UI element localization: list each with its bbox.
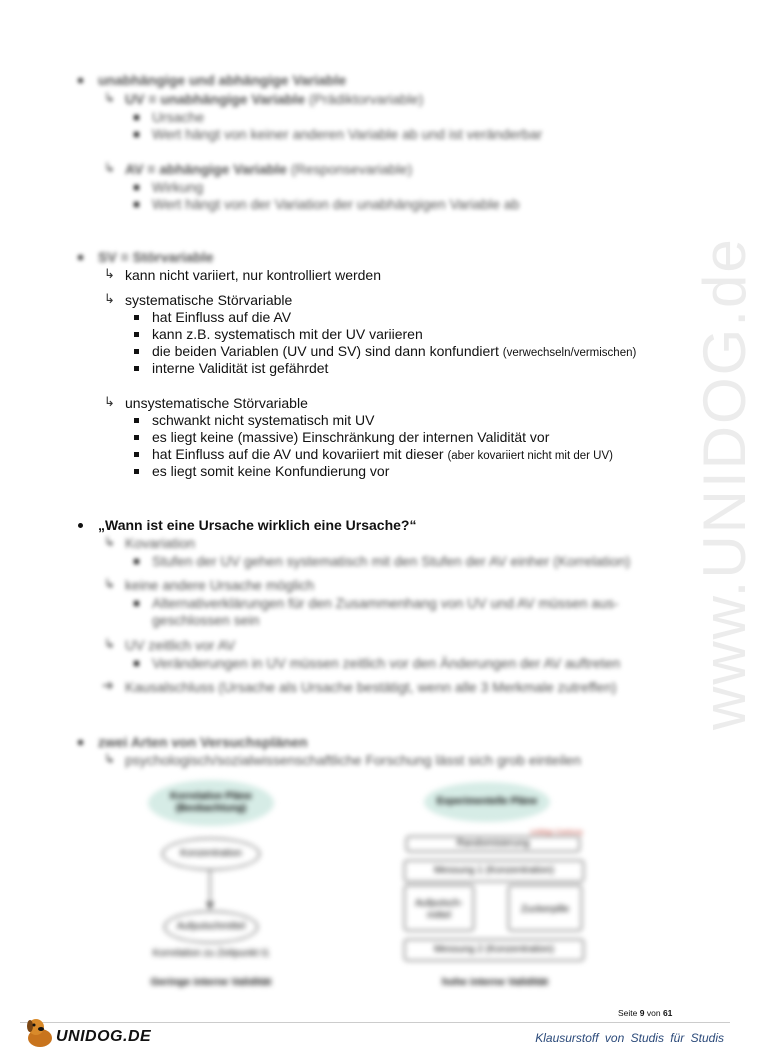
versuchsplaene-line: psychologisch/sozialwissenschaftliche Forschung lässt sich grob einteilen	[125, 752, 582, 768]
dog-logo-icon	[22, 1014, 58, 1050]
footer-logo	[22, 1014, 152, 1055]
node-konzentration: Konzentration	[162, 838, 260, 870]
square-bullet-icon	[134, 601, 139, 606]
bullet-icon	[78, 740, 83, 745]
square-bullet-icon	[134, 315, 139, 320]
square-bullet-icon	[134, 469, 139, 474]
arrow-icon: ↳	[104, 394, 115, 409]
square-bullet-icon	[134, 349, 139, 354]
unsys-item: hat Einfluss auf die AV und kovariiert mit dieser (aber kovariiert nicht mit der UV)	[152, 446, 613, 462]
box-zuckerpille: Zuckerpille	[508, 885, 582, 931]
footer-tagline: Klausurstoff von Studis für Studis	[535, 1031, 724, 1045]
criterion-item: Veränderungen in UV müssen zeitlich vor den Änderungen der AV auftreten	[152, 655, 621, 671]
av-item: Wirkung	[152, 179, 204, 195]
unsys-item: es liegt somit keine Konfundierung vor	[152, 463, 390, 479]
title-ellipse-experimentell: Experimentelle Pläne	[424, 782, 550, 822]
footer-divider	[20, 1022, 730, 1023]
criterion-item: geschlossen sein	[152, 612, 260, 628]
arrow-icon: ↳	[104, 90, 115, 105]
square-bullet-icon	[134, 202, 139, 207]
square-bullet-icon	[134, 185, 139, 190]
arrow-icon: ↳	[104, 160, 115, 175]
sys-item: hat Einfluss auf die AV	[152, 309, 292, 325]
heading-stoervariable: SV = Störvariable	[98, 249, 214, 265]
arrow-icon: ↳	[104, 751, 115, 766]
av-item: Wert hängt von der Variation der unabhängigen Variable ab	[152, 196, 520, 212]
square-bullet-icon	[134, 435, 139, 440]
sv-line: kann nicht variiert, nur kontrolliert werden	[125, 267, 382, 283]
criterion-item: Alternativerklärungen für den Zusammenhang von UV und AV müssen aus-	[152, 595, 619, 611]
node-aufputschmittel: Aufputschmittel	[164, 911, 258, 943]
bullet-icon	[78, 255, 83, 260]
sys-item: kann z.B. systematisch mit der UV variieren	[152, 326, 423, 342]
sys-item: interne Validität ist gefährdet	[152, 360, 329, 376]
heading-ursache: „Wann ist eine Ursache wirklich eine Ursache?“	[98, 517, 417, 533]
uv-item: Ursache	[152, 109, 205, 125]
uv-item: Wert hängt von keiner anderen Variable ab und ist veränderbar	[152, 126, 543, 142]
square-bullet-icon	[134, 332, 139, 337]
validity-low: Geringe interne Validität	[150, 976, 272, 988]
criterion: Kovariation	[125, 535, 196, 551]
red-label-zuteilung: zufällige Zuteilung	[530, 829, 583, 836]
square-bullet-icon	[134, 559, 139, 564]
heading-versuchsplaene: zwei Arten von Versuchsplänen	[98, 734, 308, 750]
unsys-title: unsystematische Störvariable	[125, 395, 308, 411]
arrow-icon: ↳	[104, 636, 115, 651]
bullet-icon	[78, 78, 83, 83]
watermark-text: www.UNIDOG.de	[691, 237, 758, 730]
criterion-item: Stufen der UV gehen systematisch mit den Stufen der AV einher (Korrelation)	[152, 553, 631, 569]
criterion: UV zeitlich vor AV	[125, 637, 236, 653]
arrow-icon: ↳	[104, 291, 115, 306]
criterion: keine andere Ursache möglich	[125, 577, 315, 593]
caption-korrelation: Korrelation zu Zeitpunkt t1	[152, 948, 270, 959]
box-messung-2: Messung 2 (Konzentration)	[404, 939, 584, 961]
av-line: AV = abhängige Variable (Responsevariable)	[125, 161, 413, 177]
unsys-item: es liegt keine (massive) Einschränkung der internen Validität vor	[152, 429, 550, 445]
square-bullet-icon	[134, 452, 139, 457]
box-messung-1: Messung 1 (Konzentration)	[404, 860, 584, 882]
sys-item: die beiden Variablen (UV und SV) sind dann konfundiert (verwechseln/vermischen)	[152, 343, 637, 359]
title-ellipse-korrelativ: Korrelative Pläne (Beobachtung)	[148, 780, 274, 826]
right-arrow-icon: ➔	[102, 677, 114, 693]
square-bullet-icon	[134, 366, 139, 371]
unsys-item: schwankt nicht systematisch mit UV	[152, 412, 375, 428]
uv-line: UV = unabhängige Variable (Prädiktorvariable)	[125, 91, 424, 107]
bullet-icon	[78, 523, 83, 528]
square-bullet-icon	[134, 661, 139, 666]
sys-title: systematische Störvariable	[125, 292, 293, 308]
arrow-icon: ↳	[104, 266, 115, 281]
down-arrow-icon	[200, 870, 220, 912]
page-number: Seite 9 von 61	[618, 1008, 673, 1018]
arrow-icon: ↳	[104, 534, 115, 549]
validity-high: hohe interne Validität	[441, 976, 549, 988]
square-bullet-icon	[134, 418, 139, 423]
box-aufputschmittel: Aufputsch- mittel	[404, 885, 474, 931]
heading-variables: unabhängige und abhängige Variable	[98, 72, 347, 88]
arrow-icon: ↳	[104, 576, 115, 591]
square-bullet-icon	[134, 115, 139, 120]
square-bullet-icon	[134, 132, 139, 137]
logo-text: UNIDOG.DE	[56, 1028, 152, 1045]
box-randomisierung: Randomisierung	[406, 836, 580, 852]
conclusion: Kausalschluss (Ursache als Ursache bestätigt, wenn alle 3 Merkmale zutreffen)	[125, 679, 617, 695]
